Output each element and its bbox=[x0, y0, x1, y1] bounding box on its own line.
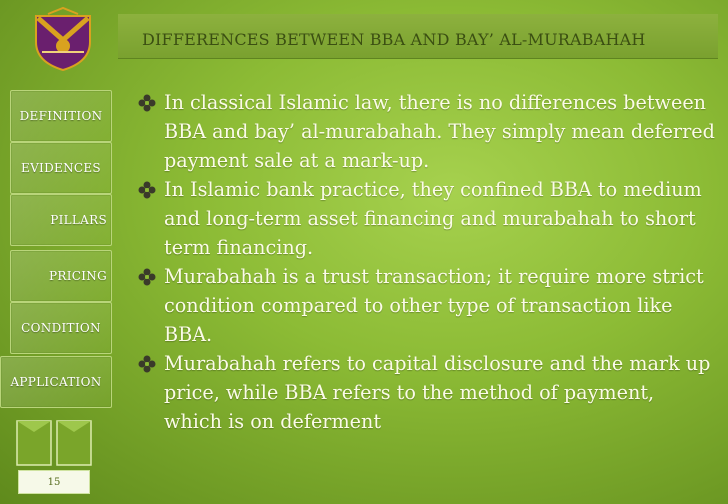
sidebar-nav bbox=[0, 0, 118, 504]
nav-pillars[interactable]: PILLARS bbox=[10, 194, 112, 246]
nav-application[interactable]: APPLICATION bbox=[0, 356, 112, 408]
bullet-item bbox=[136, 349, 716, 436]
nav-evidences[interactable]: EVIDENCES bbox=[10, 142, 112, 194]
bullet-text: In Islamic bank practice, they confined BBA to medium and long-term asset financing and murabahah to short term financing. bbox=[164, 178, 702, 259]
bullet-item bbox=[136, 88, 716, 175]
slide-content bbox=[136, 88, 716, 436]
nav-pricing[interactable]: PRICING bbox=[10, 250, 112, 302]
bullet-item bbox=[136, 262, 716, 349]
bullet-item bbox=[136, 175, 716, 262]
flower-bullet-icon bbox=[138, 268, 156, 286]
slide-title: DIFFERENCES BETWEEN BBA AND BAY’ AL-MURABAHAH bbox=[142, 30, 646, 49]
flower-bullet-icon bbox=[138, 181, 156, 199]
prev-slide-button[interactable] bbox=[16, 420, 52, 466]
flower-bullet-icon bbox=[138, 94, 156, 112]
flower-bullet-icon bbox=[138, 355, 156, 373]
bullet-text: Murabahah refers to capital disclosure and the mark up price, while BBA refers to the method of payment, which is on deferment bbox=[164, 352, 711, 433]
page-number: 15 bbox=[18, 470, 90, 494]
next-slide-button[interactable] bbox=[56, 420, 92, 466]
bullet-text: Murabahah is a trust transaction; it require more strict condition compared to other type of transaction like BBA. bbox=[164, 265, 704, 346]
bullet-text: In classical Islamic law, there is no differences between BBA and bay’ al-murabahah. They simply mean deferred payment sale at a mark-up. bbox=[164, 91, 715, 172]
nav-condition[interactable]: CONDITION bbox=[10, 302, 112, 354]
nav-definition[interactable]: DEFINITION bbox=[10, 90, 112, 142]
